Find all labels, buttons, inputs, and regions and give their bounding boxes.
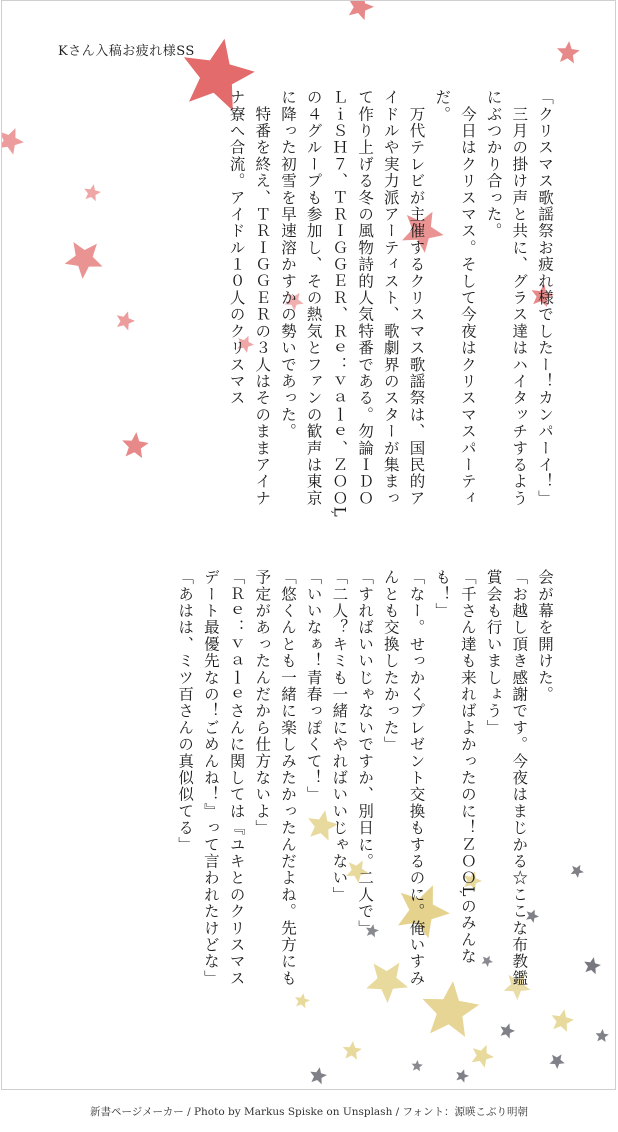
star-decoration-icon [310, 1067, 327, 1084]
credit-footer: 新書ページメーカー / Photo by Markus Spiske on Unsplash / フォント：源暎こぶり明朝 [89, 1106, 529, 1118]
star-decoration-icon [596, 1029, 609, 1042]
star-decoration-icon [117, 311, 135, 330]
story-text-lower: 会が幕を開けた。 「お越し頂き感謝です。今夜はまじかる☆ここな布教鑑賞会も行いましょう」 「千さん達も来ればよかったのに！ＺＯＯĻのみんなも！」 「なー。せっかくプレゼント交換もするのに。俺いすみんとも交換したかった」 「すればいいじゃないですか、別日に。二人で」 「二人？キミも一緒にやればいいじゃない」 「いいなぁ！青春っぽくて！」 「悠くんとも一緒に楽しみたかったんだよね。先方にも予定があったんだから仕方ないよ」 「Ｒｅ：ｖａｌｅさんに関しては『ユキとのクリスマスデート最優先なの！ごめんね！』って言われたけどな」 「あはは、ミツ百さんの真似似てる」 [176, 569, 554, 987]
page-card [1, 0, 616, 1090]
star-decoration-icon [349, 1, 374, 20]
star-decoration-icon [557, 41, 580, 63]
star-decoration-icon [552, 1009, 574, 1032]
star-decoration-icon [412, 1060, 423, 1071]
page-title: Kさん入稿お疲れ様SS [58, 44, 195, 59]
story-text-upper: 「クリスマス歌謡祭お疲れ様でしたー！カンパーイ！」 三月の掛け声と共に、グラス達はハイタッチするようにぶつかり合った。 今日はクリスマス。そして今夜はクリスマスパーティだ。 万代テレビが主催するクリスマス歌謡祭は、国民的アイドルや実力派アーティスト、歌劇界のスターが集まって作り上げる冬の風物詩的人気特番である。勿論ＩＤＯＬｉＳＨ７、ＴＲＩＧＧＥＲ、Ｒｅ：ｖａｌｅ、ＺＯＯĻの４グループも参加し、その熱気とファンの歓声は東京に降った初雪を早速溶かすかの勢いであった。 特番を終え、ＴＲＩＧＧＥＲの３人はそのままアイナナ寮へ合流。アイドル１０人のクリスマス [227, 89, 554, 518]
star-decoration-icon [84, 184, 101, 201]
star-decoration-icon [456, 1069, 469, 1082]
star-decoration-icon [550, 1054, 565, 1069]
star-decoration-icon [65, 242, 103, 279]
star-decoration-icon [501, 1023, 516, 1038]
star-decoration-icon [472, 1045, 494, 1068]
star-decoration-icon [571, 865, 584, 878]
star-decoration-icon [295, 993, 310, 1008]
star-decoration-icon [584, 957, 601, 974]
star-decoration-icon [343, 1041, 362, 1060]
star-decoration-icon [122, 432, 149, 458]
star-decoration-icon [2, 128, 24, 155]
